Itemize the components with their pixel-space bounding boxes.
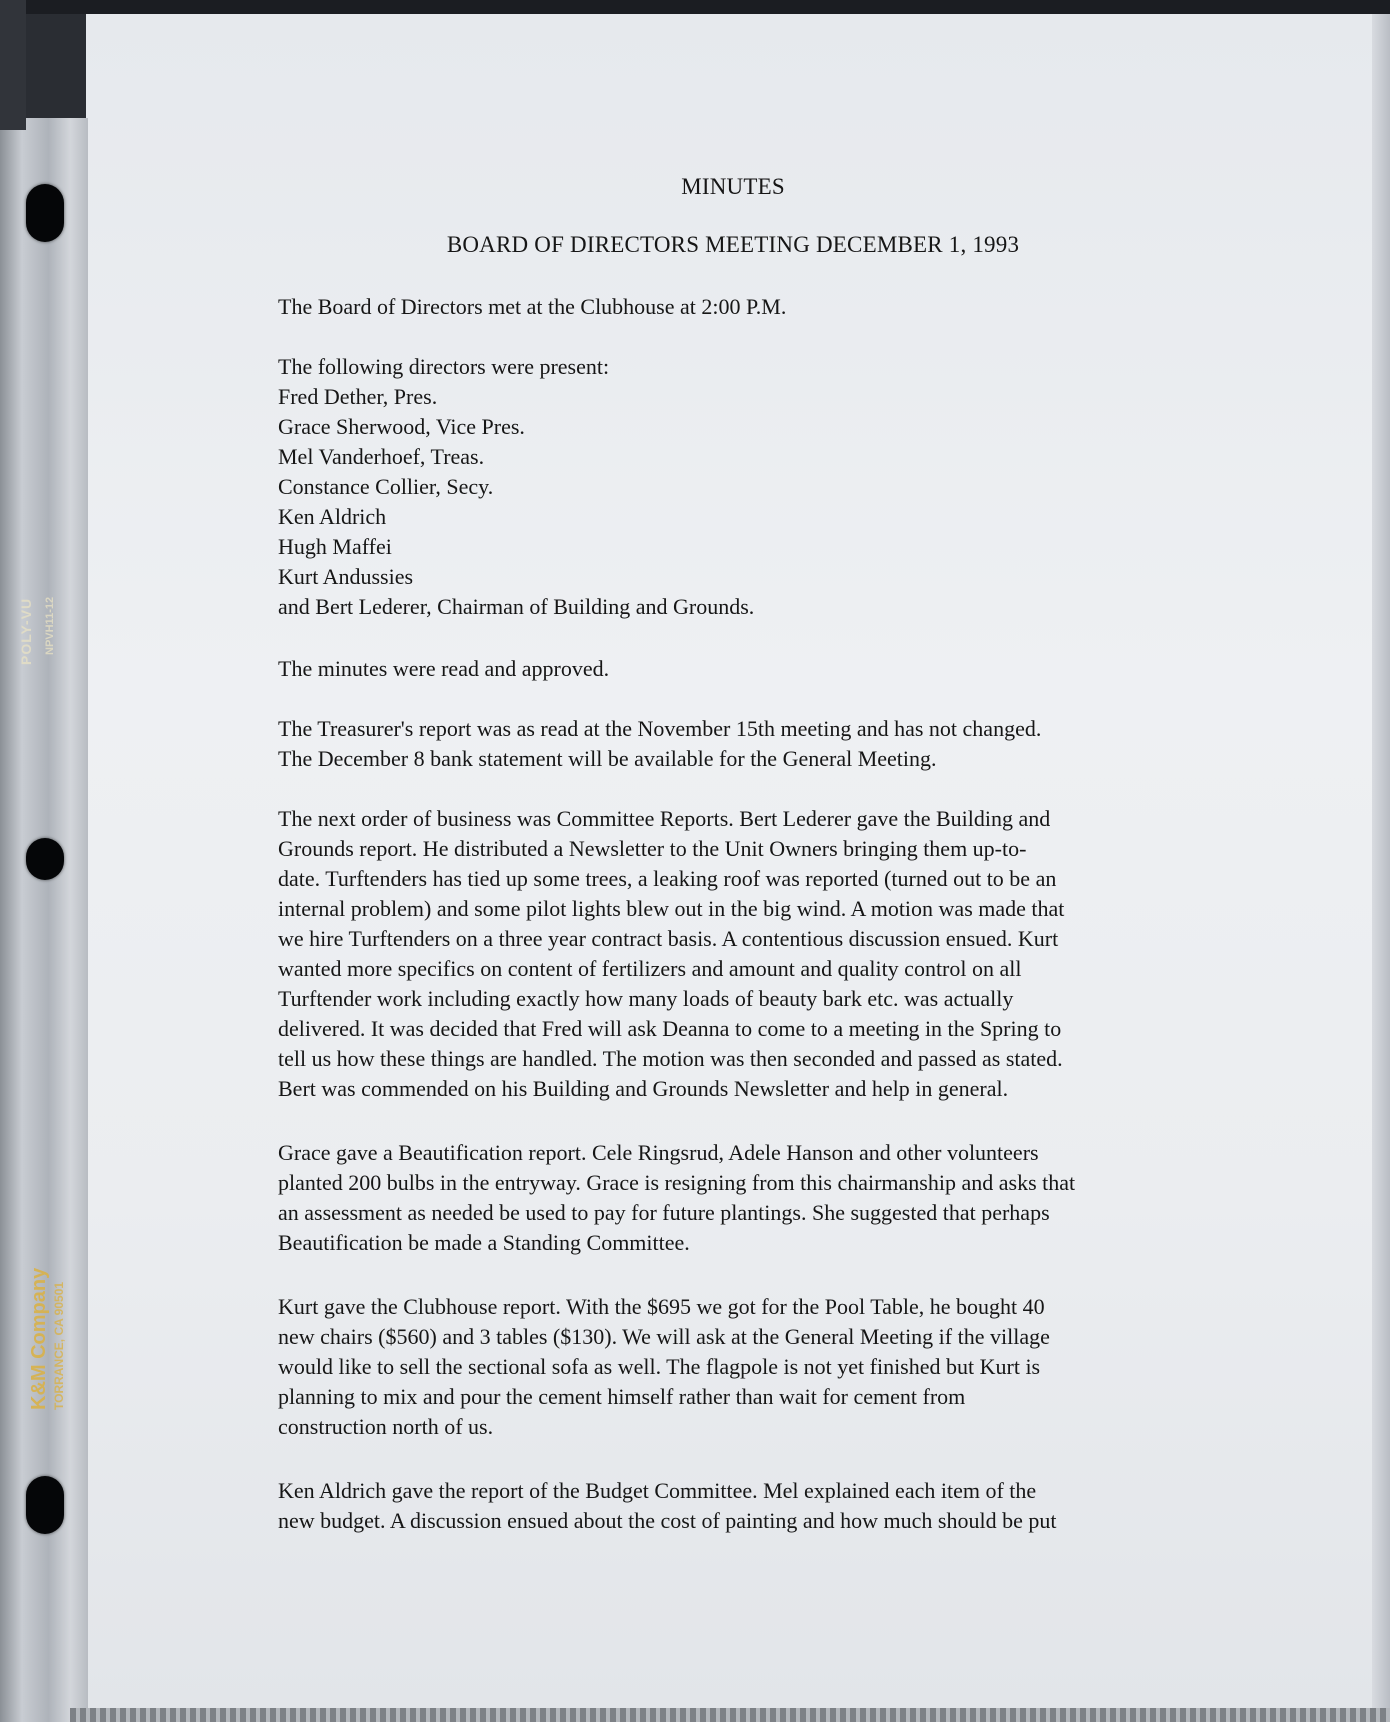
manufacturer-location: TORRANCE, CA 90501 — [52, 1281, 66, 1410]
paragraph-clubhouse — [278, 1292, 1218, 1442]
paragraph-line: planning to mix and pour the cement himself rather than wait for cement from — [278, 1384, 966, 1409]
attendee-name: Grace Sherwood, Vice Pres. — [278, 414, 525, 439]
paragraph-line: internal problem) and some pilot lights blew out in the big wind. A motion was made that — [278, 896, 1065, 921]
paragraph-line: Kurt gave the Clubhouse report. With the $695 we got for the Pool Table, he bought 40 — [278, 1294, 1045, 1319]
paragraph-line: we hire Turftenders on a three year contract basis. A contentious discussion ensued. Kurt — [278, 926, 1059, 951]
paragraph-line: delivered. It was decided that Fred will ask Deanna to come to a meeting in the Spring to — [278, 1016, 1062, 1041]
paragraph-building-grounds — [278, 804, 1218, 1104]
paragraph-line: Bert was commended on his Building and Grounds Newsletter and help in general. — [278, 1076, 1009, 1101]
paragraph-line: new chairs ($560) and 3 tables ($130). We will ask at the General Meeting if the village — [278, 1324, 1050, 1349]
paragraph-beautification — [278, 1138, 1218, 1258]
attendee-name: Kurt Andussies — [278, 564, 414, 589]
paragraph-line: planted 200 bulbs in the entryway. Grace is resigning from this chairmanship and asks that — [278, 1170, 1076, 1195]
attendee-name: and Bert Lederer, Chairman of Building and Grounds. — [278, 594, 755, 619]
document-title: MINUTES — [681, 174, 785, 199]
paragraph-line: The next order of business was Committee Reports. Bert Lederer gave the Building and — [278, 806, 1051, 831]
attendee-name: Ken Aldrich — [278, 504, 387, 529]
attendee-name: Hugh Maffei — [278, 534, 392, 559]
paragraph-line: The minutes were read and approved. — [278, 656, 610, 681]
paragraph-line: tell us how these things are handled. The motion was then seconded and passed as stated. — [278, 1046, 1063, 1071]
paragraph-treasurer-report — [278, 714, 1218, 774]
protector-brand-line1: POLY-VU — [18, 597, 34, 665]
paragraph-line: Beautification be made a Standing Committee. — [278, 1230, 690, 1255]
paragraph-line: The following directors were present: — [278, 354, 610, 379]
paragraph-line: Grace gave a Beautification report. Cele Ringsrud, Adele Hanson and other volunteers — [278, 1140, 1039, 1165]
paragraph-line: date. Turftenders has tied up some trees, a leaking roof was reported (turned out to be an — [278, 866, 1057, 891]
paragraph-line: The Board of Directors met at the Clubhouse at 2:00 P.M. — [278, 294, 787, 319]
paragraph-opening — [278, 292, 1218, 322]
paragraph-line: construction north of us. — [278, 1414, 494, 1439]
paragraph-line: new budget. A discussion ensued about the cost of painting and how much should be put — [278, 1508, 1057, 1533]
paragraph-budget — [278, 1476, 1218, 1536]
attendee-name: Mel Vanderhoef, Treas. — [278, 444, 485, 469]
document-subtitle: BOARD OF DIRECTORS MEETING DECEMBER 1, 1993 — [446, 232, 1020, 257]
paragraph-line: wanted more specifics on content of fertilizers and amount and quality control on all — [278, 956, 1022, 981]
paragraph-line: Grounds report. He distributed a Newsletter to the Unit Owners bringing them up-to- — [278, 836, 1027, 861]
attendee-name: Constance Collier, Secy. — [278, 474, 494, 499]
paragraph-line: Ken Aldrich gave the report of the Budget Committee. Mel explained each item of the — [278, 1478, 1037, 1503]
paragraph-attendees — [278, 352, 1218, 622]
attendee-name: Fred Dether, Pres. — [278, 384, 438, 409]
paragraph-minutes-approved — [278, 654, 1218, 684]
protector-brand-line2: NPVH11-12 — [44, 596, 56, 655]
manufacturer-name: K&M Company — [28, 1267, 50, 1410]
paragraph-line: Turftender work including exactly how many loads of beauty bark etc. was actually — [278, 986, 1014, 1011]
paragraph-line: an assessment as needed be used to pay for future plantings. She suggested that perhaps — [278, 1200, 1050, 1225]
paragraph-line: The December 8 bank statement will be available for the General Meeting. — [278, 746, 937, 771]
paragraph-line: would like to sell the sectional sofa as well. The flagpole is not yet finished but Kurt is — [278, 1354, 1041, 1379]
paragraph-line: The Treasurer's report was as read at the November 15th meeting and has not changed. — [278, 716, 1042, 741]
